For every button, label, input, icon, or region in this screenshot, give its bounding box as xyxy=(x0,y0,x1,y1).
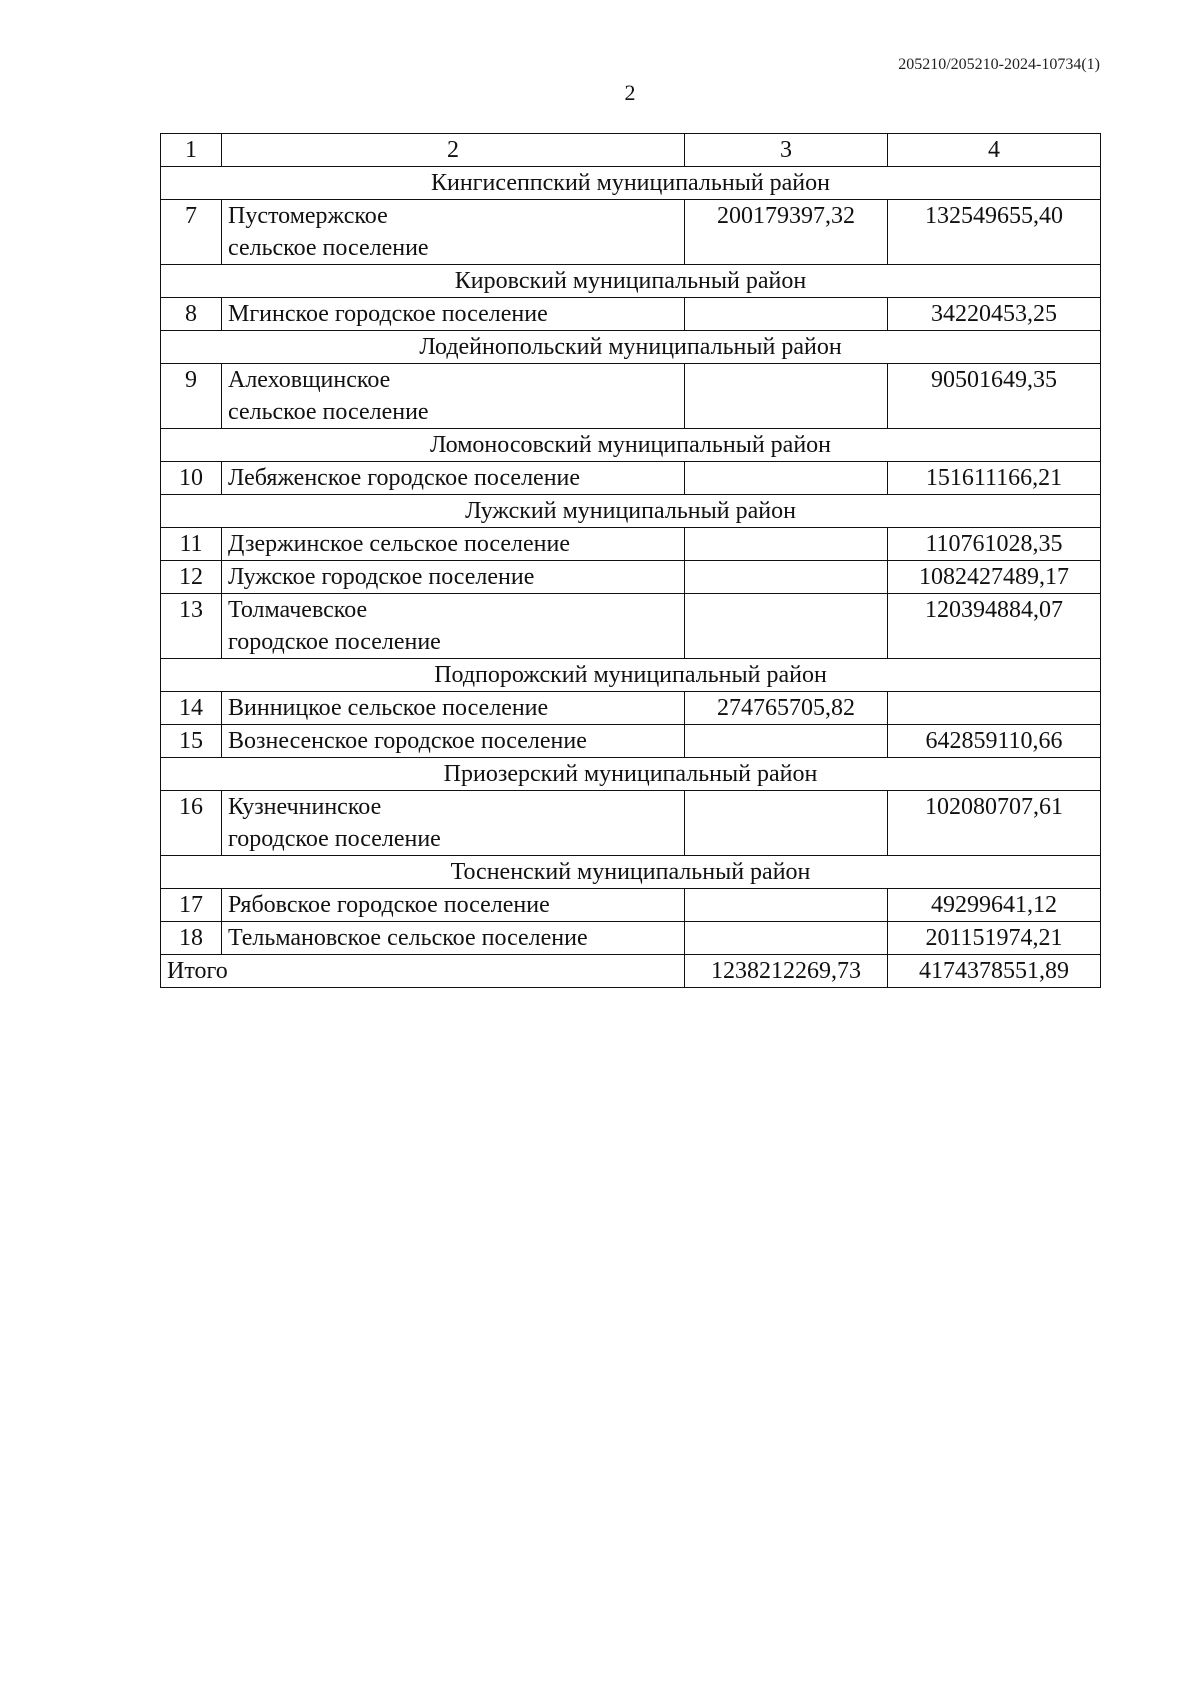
settlement-name-line: сельское поселение xyxy=(228,235,429,261)
district-name: Лужский муниципальный район xyxy=(161,495,1101,528)
row-number: 7 xyxy=(161,200,222,265)
amount-col4: 151611166,21 xyxy=(888,462,1101,495)
row-number: 14 xyxy=(161,692,222,725)
district-row xyxy=(161,265,1101,298)
district-row xyxy=(161,429,1101,462)
district-name: Приозерский муниципальный район xyxy=(161,758,1101,791)
settlement-name xyxy=(222,462,685,495)
amount-col4: 132549655,40 xyxy=(888,200,1101,265)
table-row xyxy=(161,922,1101,955)
settlement-name-line: городское поселение xyxy=(228,826,441,852)
document-id: 205210/205210-2024-10734(1) xyxy=(898,56,1100,73)
district-row xyxy=(161,495,1101,528)
district-row xyxy=(161,331,1101,364)
row-number: 11 xyxy=(161,528,222,561)
district-row xyxy=(161,167,1101,200)
district-name: Тосненский муниципальный район xyxy=(161,856,1101,889)
settlement-name xyxy=(222,298,685,331)
settlement-name-line: Тельмановское сельское поселение xyxy=(228,925,588,951)
column-header-4: 4 xyxy=(888,134,1101,167)
amount-col3 xyxy=(685,791,888,856)
column-header-1: 1 xyxy=(161,134,222,167)
amount-col3: 274765705,82 xyxy=(685,692,888,725)
amount-col4: 642859110,66 xyxy=(888,725,1101,758)
table-row xyxy=(161,692,1101,725)
settlement-name-line: Кузнечнинское xyxy=(228,794,382,820)
amount-col3 xyxy=(685,364,888,429)
amount-col4: 120394884,07 xyxy=(888,594,1101,659)
row-number: 12 xyxy=(161,561,222,594)
settlement-name xyxy=(222,528,685,561)
amount-col4: 201151974,21 xyxy=(888,922,1101,955)
amount-col3 xyxy=(685,528,888,561)
row-number: 8 xyxy=(161,298,222,331)
settlement-name-line: Лужское городское поселение xyxy=(228,564,535,590)
amount-col4: 102080707,61 xyxy=(888,791,1101,856)
table-row xyxy=(161,364,1101,429)
amount-col3 xyxy=(685,298,888,331)
settlement-name xyxy=(222,791,685,856)
row-number: 18 xyxy=(161,922,222,955)
total-row xyxy=(161,955,1101,988)
amount-col3: 200179397,32 xyxy=(685,200,888,265)
district-row xyxy=(161,758,1101,791)
amount-col3 xyxy=(685,922,888,955)
amount-col4: 110761028,35 xyxy=(888,528,1101,561)
settlement-name-line: Мгинское городское поселение xyxy=(228,301,548,327)
row-number: 10 xyxy=(161,462,222,495)
settlement-name-line: Вознесенское городское поселение xyxy=(228,728,587,754)
amount-col3 xyxy=(685,462,888,495)
column-header-row xyxy=(161,134,1101,167)
table-row xyxy=(161,889,1101,922)
settlement-name-line: Пустомержское xyxy=(228,203,388,229)
row-number: 9 xyxy=(161,364,222,429)
table-row xyxy=(161,791,1101,856)
table-row xyxy=(161,462,1101,495)
table-row xyxy=(161,594,1101,659)
district-name: Кингисеппский муниципальный район xyxy=(161,167,1101,200)
row-number: 17 xyxy=(161,889,222,922)
page-number: 2 xyxy=(624,80,636,105)
district-name: Лодейнопольский муниципальный район xyxy=(161,331,1101,364)
settlement-name xyxy=(222,725,685,758)
settlement-name-line: сельское поселение xyxy=(228,399,429,425)
district-name: Кировский муниципальный район xyxy=(161,265,1101,298)
table-row xyxy=(161,561,1101,594)
amount-col4: 1082427489,17 xyxy=(888,561,1101,594)
settlement-name-line: Винницкое сельское поселение xyxy=(228,695,549,721)
settlement-name-line: Рябовское городское поселение xyxy=(228,892,550,918)
amount-col3 xyxy=(685,561,888,594)
settlement-name xyxy=(222,594,685,659)
settlement-name-line: Толмачевское xyxy=(228,597,368,623)
table-row xyxy=(161,298,1101,331)
settlement-name-line: Алеховщинское xyxy=(228,367,391,393)
amount-col3 xyxy=(685,594,888,659)
amount-col3 xyxy=(685,889,888,922)
settlement-name-line: Дзержинское сельское поселение xyxy=(228,531,570,557)
settlement-name xyxy=(222,889,685,922)
amount-col4 xyxy=(888,692,1101,725)
district-name: Подпорожский муниципальный район xyxy=(161,659,1101,692)
row-number: 13 xyxy=(161,594,222,659)
amount-col4: 34220453,25 xyxy=(888,298,1101,331)
settlements-table xyxy=(160,133,1101,988)
row-number: 15 xyxy=(161,725,222,758)
total-label: Итого xyxy=(161,955,685,988)
settlement-name xyxy=(222,364,685,429)
district-row xyxy=(161,856,1101,889)
column-header-2: 2 xyxy=(222,134,685,167)
row-number: 16 xyxy=(161,791,222,856)
settlement-name xyxy=(222,200,685,265)
total-col4: 4174378551,89 xyxy=(888,955,1101,988)
amount-col4: 90501649,35 xyxy=(888,364,1101,429)
table-row xyxy=(161,200,1101,265)
settlement-name-line: Лебяженское городское поселение xyxy=(228,465,581,491)
amount-col3 xyxy=(685,725,888,758)
total-col3: 1238212269,73 xyxy=(685,955,888,988)
settlement-name-line: городское поселение xyxy=(228,629,441,655)
table-row xyxy=(161,725,1101,758)
column-header-3: 3 xyxy=(685,134,888,167)
settlement-name xyxy=(222,692,685,725)
settlement-name xyxy=(222,561,685,594)
table-body xyxy=(161,134,1101,988)
table-row xyxy=(161,528,1101,561)
settlement-name xyxy=(222,922,685,955)
district-name: Ломоносовский муниципальный район xyxy=(161,429,1101,462)
district-row xyxy=(161,659,1101,692)
amount-col4: 49299641,12 xyxy=(888,889,1101,922)
